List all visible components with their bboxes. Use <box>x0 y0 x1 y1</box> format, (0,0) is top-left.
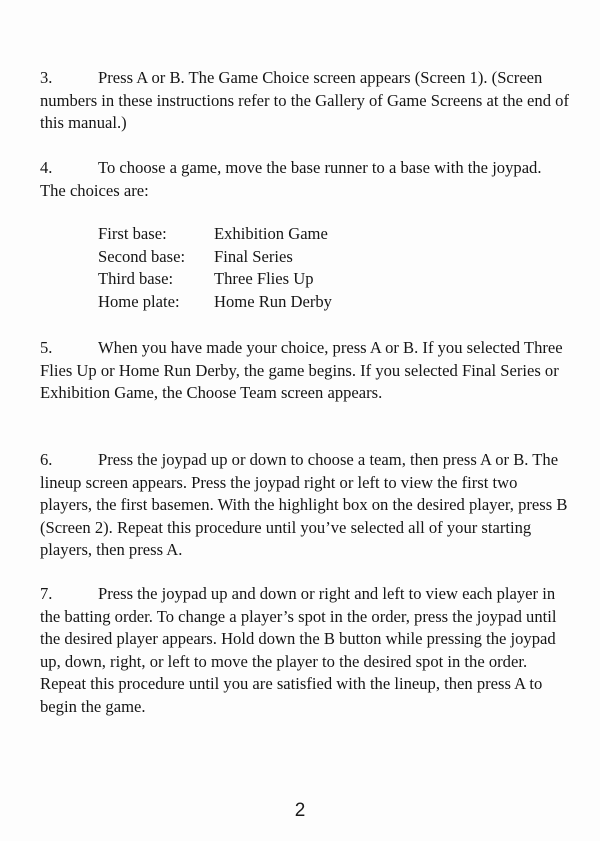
step-text: Press the joypad up or down to choose a team, then press A or B. The lineup screen appears. Press the joypad right or left to view the first two players, the first basemen. With the highlight box on the desired player, press B (Screen 2). Repeat this procedure until you’ve selected all of your starting players, then press A. <box>40 450 568 559</box>
step-text: Press A or B. The Game Choice screen appears (Screen 1). (Screen numbers in these instructions refer to the Gallery of Game Screens at the end of this manual.) <box>40 68 569 132</box>
choice-base: Second base: <box>98 246 186 266</box>
step-number: 4. <box>40 158 53 177</box>
step-number: 6. <box>40 450 53 469</box>
step-number: 5. <box>40 338 53 357</box>
choice-game: Exhibition Game <box>214 224 328 243</box>
step-6-paragraph <box>40 449 570 562</box>
step-3-paragraph <box>40 67 570 135</box>
step-5-paragraph <box>40 337 570 405</box>
game-choices-list <box>98 223 332 313</box>
choice-base: First base: <box>98 224 167 243</box>
choice-base: Home plate: <box>98 291 180 311</box>
step-text: When you have made your choice, press A or B. If you selected Three Flies Up or Home Run Derby, the game begins. If you selected Final Series or Exhibition Game, the Choose Team screen appears. <box>40 338 563 402</box>
step-4-paragraph <box>40 157 570 202</box>
step-number: 3. <box>40 68 53 87</box>
choice-game: Final Series <box>214 246 293 266</box>
choice-row <box>98 246 332 269</box>
choice-row <box>98 291 332 314</box>
step-text: To choose a game, move the base runner to a base with the joypad. The choices are: <box>40 158 542 200</box>
choice-row <box>98 268 332 291</box>
step-7-paragraph <box>40 583 570 718</box>
choice-base: Third base: <box>98 269 174 288</box>
choice-row <box>98 223 332 246</box>
page-number: 2 <box>294 800 306 821</box>
step-number: 7. <box>40 584 53 603</box>
choice-game: Home Run Derby <box>214 291 332 311</box>
choice-game: Three Flies Up <box>214 269 314 288</box>
step-text: Press the joypad up and down or right and left to view each player in the batting order. To change a player’s spot in the order, press the joypad until the desired player appears. Hold down the B button while pressing the joypad up, down, right, or left to move the player to the desired spot in the order. Repeat this procedure until you are satisfied with the lineup, then press A to begin the game. <box>40 584 557 716</box>
